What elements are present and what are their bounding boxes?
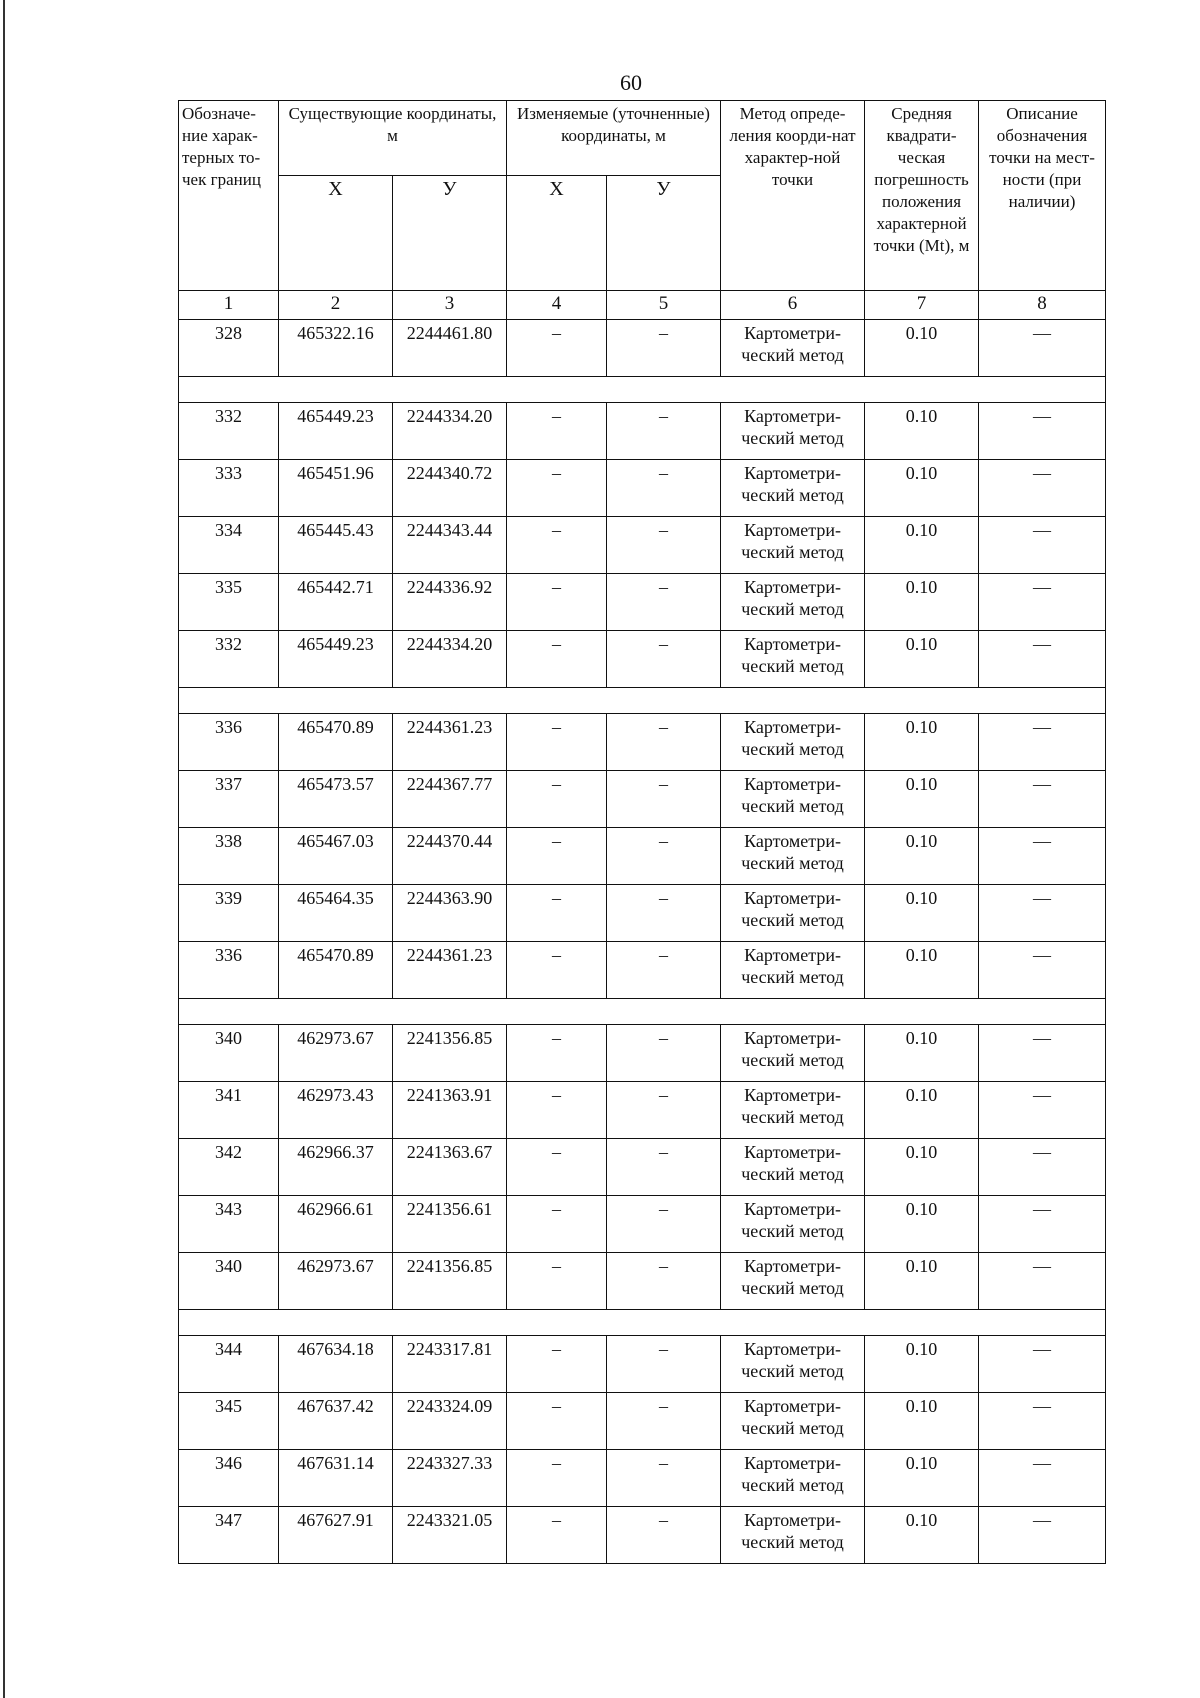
rms-cell: 0.10 (865, 1336, 979, 1393)
table-row (179, 517, 1106, 574)
method-cell: Картометри-ческий метод (721, 1450, 865, 1507)
header-changed-x: X (507, 176, 607, 291)
method-cell: Картометри-ческий метод (721, 828, 865, 885)
group-separator-row (179, 688, 1106, 714)
method-cell: Картометри-ческий метод (721, 1139, 865, 1196)
rms-cell: 0.10 (865, 1450, 979, 1507)
description-cell: — (979, 1082, 1106, 1139)
changed-y-cell: – (607, 1450, 721, 1507)
changed-y-cell: – (607, 1336, 721, 1393)
rms-cell: 0.10 (865, 714, 979, 771)
method-cell: Картометри-ческий метод (721, 1507, 865, 1564)
existing-x-cell: 467627.91 (279, 1507, 393, 1564)
changed-x-cell: – (507, 828, 607, 885)
changed-x-cell: – (507, 942, 607, 999)
existing-y-cell: 2243317.81 (393, 1336, 507, 1393)
method-cell: Картометри-ческий метод (721, 1393, 865, 1450)
header-method: Метод опреде-ления коорди-нат характер-ной точки (721, 101, 865, 291)
point-cell: 347 (179, 1507, 279, 1564)
existing-y-cell: 2244361.23 (393, 942, 507, 999)
changed-x-cell: – (507, 714, 607, 771)
existing-x-cell: 465473.57 (279, 771, 393, 828)
existing-y-cell: 2243321.05 (393, 1507, 507, 1564)
separator-cell (179, 688, 1106, 714)
header-existing-x: X (279, 176, 393, 291)
existing-y-cell: 2244334.20 (393, 403, 507, 460)
point-cell: 332 (179, 403, 279, 460)
coordinates-table (178, 100, 1106, 1564)
column-number: 3 (393, 291, 507, 320)
rms-cell: 0.10 (865, 771, 979, 828)
method-cell: Картометри-ческий метод (721, 1253, 865, 1310)
method-cell: Картометри-ческий метод (721, 942, 865, 999)
existing-x-cell: 462973.43 (279, 1082, 393, 1139)
point-cell: 345 (179, 1393, 279, 1450)
table-body (179, 320, 1106, 1564)
description-cell: — (979, 403, 1106, 460)
group-separator-row (179, 377, 1106, 403)
description-cell: — (979, 517, 1106, 574)
table-row (179, 1196, 1106, 1253)
page-number: 60 (620, 70, 642, 95)
header-changed-y: У (607, 176, 721, 291)
point-cell: 340 (179, 1253, 279, 1310)
table-row (179, 885, 1106, 942)
point-cell: 338 (179, 828, 279, 885)
changed-y-cell: – (607, 517, 721, 574)
existing-x-cell: 462973.67 (279, 1025, 393, 1082)
method-cell: Картометри-ческий метод (721, 631, 865, 688)
point-cell: 341 (179, 1082, 279, 1139)
description-cell: — (979, 1196, 1106, 1253)
method-cell: Картометри-ческий метод (721, 771, 865, 828)
description-cell: — (979, 771, 1106, 828)
changed-x-cell: – (507, 1336, 607, 1393)
existing-x-cell: 462973.67 (279, 1253, 393, 1310)
existing-y-cell: 2244370.44 (393, 828, 507, 885)
changed-x-cell: – (507, 517, 607, 574)
rms-cell: 0.10 (865, 1025, 979, 1082)
existing-y-cell: 2244367.77 (393, 771, 507, 828)
existing-y-cell: 2244340.72 (393, 460, 507, 517)
table-row (179, 771, 1106, 828)
rms-cell: 0.10 (865, 885, 979, 942)
method-cell: Картометри-ческий метод (721, 1082, 865, 1139)
existing-y-cell: 2244461.80 (393, 320, 507, 377)
table-row (179, 714, 1106, 771)
table-row (179, 828, 1106, 885)
changed-y-cell: – (607, 1139, 721, 1196)
rms-cell: 0.10 (865, 1507, 979, 1564)
changed-y-cell: – (607, 631, 721, 688)
table-row (179, 1393, 1106, 1450)
changed-x-cell: – (507, 403, 607, 460)
changed-y-cell: – (607, 574, 721, 631)
group-separator-row (179, 1310, 1106, 1336)
changed-y-cell: – (607, 942, 721, 999)
description-cell: — (979, 1336, 1106, 1393)
column-number: 4 (507, 291, 607, 320)
changed-y-cell: – (607, 1196, 721, 1253)
existing-y-cell: 2241356.61 (393, 1196, 507, 1253)
description-cell: — (979, 714, 1106, 771)
column-number: 6 (721, 291, 865, 320)
column-number-row (179, 291, 1106, 320)
column-number: 2 (279, 291, 393, 320)
existing-y-cell: 2241356.85 (393, 1253, 507, 1310)
header-description: Описание обозначения точки на мест-ности (при наличии) (979, 101, 1106, 291)
table-row (179, 1139, 1106, 1196)
rms-cell: 0.10 (865, 1082, 979, 1139)
existing-x-cell: 465449.23 (279, 631, 393, 688)
existing-x-cell: 465322.16 (279, 320, 393, 377)
description-cell: — (979, 942, 1106, 999)
changed-y-cell: – (607, 1507, 721, 1564)
point-cell: 346 (179, 1450, 279, 1507)
column-number: 5 (607, 291, 721, 320)
method-cell: Картометри-ческий метод (721, 885, 865, 942)
description-cell: — (979, 320, 1106, 377)
rms-cell: 0.10 (865, 403, 979, 460)
description-cell: — (979, 460, 1106, 517)
existing-y-cell: 2241356.85 (393, 1025, 507, 1082)
header-rms: Средняя квадрати-ческая погрешность положения характерной точки (Mt), м (865, 101, 979, 291)
changed-y-cell: – (607, 460, 721, 517)
left-margin-rule (3, 0, 5, 1698)
changed-x-cell: – (507, 1025, 607, 1082)
existing-y-cell: 2243324.09 (393, 1393, 507, 1450)
existing-x-cell: 465470.89 (279, 714, 393, 771)
header-changed-coords: Изменяемые (уточненные) координаты, м (507, 101, 721, 176)
changed-y-cell: – (607, 885, 721, 942)
table-row (179, 1336, 1106, 1393)
changed-x-cell: – (507, 771, 607, 828)
rms-cell: 0.10 (865, 1139, 979, 1196)
existing-x-cell: 465449.23 (279, 403, 393, 460)
changed-y-cell: – (607, 714, 721, 771)
changed-y-cell: – (607, 771, 721, 828)
description-cell: — (979, 1025, 1106, 1082)
point-cell: 336 (179, 714, 279, 771)
existing-x-cell: 462966.61 (279, 1196, 393, 1253)
method-cell: Картометри-ческий метод (721, 517, 865, 574)
rms-cell: 0.10 (865, 942, 979, 999)
existing-x-cell: 465442.71 (279, 574, 393, 631)
existing-x-cell: 467634.18 (279, 1336, 393, 1393)
method-cell: Картометри-ческий метод (721, 403, 865, 460)
method-cell: Картометри-ческий метод (721, 320, 865, 377)
method-cell: Картометри-ческий метод (721, 714, 865, 771)
table-row (179, 403, 1106, 460)
changed-x-cell: – (507, 460, 607, 517)
rms-cell: 0.10 (865, 460, 979, 517)
changed-y-cell: – (607, 1025, 721, 1082)
existing-y-cell: 2244361.23 (393, 714, 507, 771)
column-number: 8 (979, 291, 1106, 320)
point-cell: 328 (179, 320, 279, 377)
existing-y-cell: 2243327.33 (393, 1450, 507, 1507)
existing-x-cell: 465470.89 (279, 942, 393, 999)
changed-x-cell: – (507, 1253, 607, 1310)
changed-x-cell: – (507, 885, 607, 942)
table-row (179, 1082, 1106, 1139)
rms-cell: 0.10 (865, 828, 979, 885)
header-existing-coords: Существующие координаты, м (279, 101, 507, 176)
existing-y-cell: 2244363.90 (393, 885, 507, 942)
rms-cell: 0.10 (865, 1253, 979, 1310)
changed-y-cell: – (607, 1082, 721, 1139)
existing-x-cell: 465451.96 (279, 460, 393, 517)
existing-y-cell: 2244336.92 (393, 574, 507, 631)
table-row (179, 574, 1106, 631)
group-separator-row (179, 999, 1106, 1025)
point-cell: 344 (179, 1336, 279, 1393)
rms-cell: 0.10 (865, 320, 979, 377)
changed-x-cell: – (507, 631, 607, 688)
existing-x-cell: 465445.43 (279, 517, 393, 574)
table-row (179, 1025, 1106, 1082)
method-cell: Картометри-ческий метод (721, 1196, 865, 1253)
header-existing-y: У (393, 176, 507, 291)
point-cell: 340 (179, 1025, 279, 1082)
changed-y-cell: – (607, 1393, 721, 1450)
description-cell: — (979, 1253, 1106, 1310)
changed-x-cell: – (507, 1507, 607, 1564)
changed-x-cell: – (507, 574, 607, 631)
table-row (179, 1253, 1106, 1310)
description-cell: — (979, 885, 1106, 942)
table-header (179, 101, 1106, 320)
existing-x-cell: 467631.14 (279, 1450, 393, 1507)
point-cell: 335 (179, 574, 279, 631)
changed-x-cell: – (507, 320, 607, 377)
point-cell: 342 (179, 1139, 279, 1196)
separator-cell (179, 377, 1106, 403)
changed-x-cell: – (507, 1196, 607, 1253)
table-row (179, 460, 1106, 517)
changed-y-cell: – (607, 320, 721, 377)
existing-y-cell: 2244343.44 (393, 517, 507, 574)
separator-cell (179, 1310, 1106, 1336)
description-cell: — (979, 574, 1106, 631)
description-cell: — (979, 1393, 1106, 1450)
changed-x-cell: – (507, 1082, 607, 1139)
description-cell: — (979, 631, 1106, 688)
existing-y-cell: 2241363.67 (393, 1139, 507, 1196)
description-cell: — (979, 1507, 1106, 1564)
method-cell: Картометри-ческий метод (721, 1025, 865, 1082)
changed-y-cell: – (607, 828, 721, 885)
point-cell: 337 (179, 771, 279, 828)
rms-cell: 0.10 (865, 517, 979, 574)
point-cell: 332 (179, 631, 279, 688)
point-cell: 343 (179, 1196, 279, 1253)
rms-cell: 0.10 (865, 631, 979, 688)
changed-x-cell: – (507, 1450, 607, 1507)
rms-cell: 0.10 (865, 1196, 979, 1253)
table-row (179, 942, 1106, 999)
point-cell: 339 (179, 885, 279, 942)
existing-x-cell: 465467.03 (279, 828, 393, 885)
table-row (179, 320, 1106, 377)
method-cell: Картометри-ческий метод (721, 574, 865, 631)
column-number: 7 (865, 291, 979, 320)
existing-x-cell: 462966.37 (279, 1139, 393, 1196)
changed-x-cell: – (507, 1393, 607, 1450)
method-cell: Картометри-ческий метод (721, 460, 865, 517)
header-point: Обозначе-ние харак-терных то-чек границ (179, 101, 279, 291)
existing-y-cell: 2241363.91 (393, 1082, 507, 1139)
rms-cell: 0.10 (865, 574, 979, 631)
description-cell: — (979, 828, 1106, 885)
point-cell: 333 (179, 460, 279, 517)
existing-x-cell: 465464.35 (279, 885, 393, 942)
separator-cell (179, 999, 1106, 1025)
description-cell: — (979, 1450, 1106, 1507)
changed-x-cell: – (507, 1139, 607, 1196)
column-number: 1 (179, 291, 279, 320)
changed-y-cell: – (607, 1253, 721, 1310)
method-cell: Картометри-ческий метод (721, 1336, 865, 1393)
table-row (179, 631, 1106, 688)
table-row (179, 1507, 1106, 1564)
point-cell: 336 (179, 942, 279, 999)
rms-cell: 0.10 (865, 1393, 979, 1450)
changed-y-cell: – (607, 403, 721, 460)
table-row (179, 1450, 1106, 1507)
description-cell: — (979, 1139, 1106, 1196)
point-cell: 334 (179, 517, 279, 574)
existing-x-cell: 467637.42 (279, 1393, 393, 1450)
existing-y-cell: 2244334.20 (393, 631, 507, 688)
